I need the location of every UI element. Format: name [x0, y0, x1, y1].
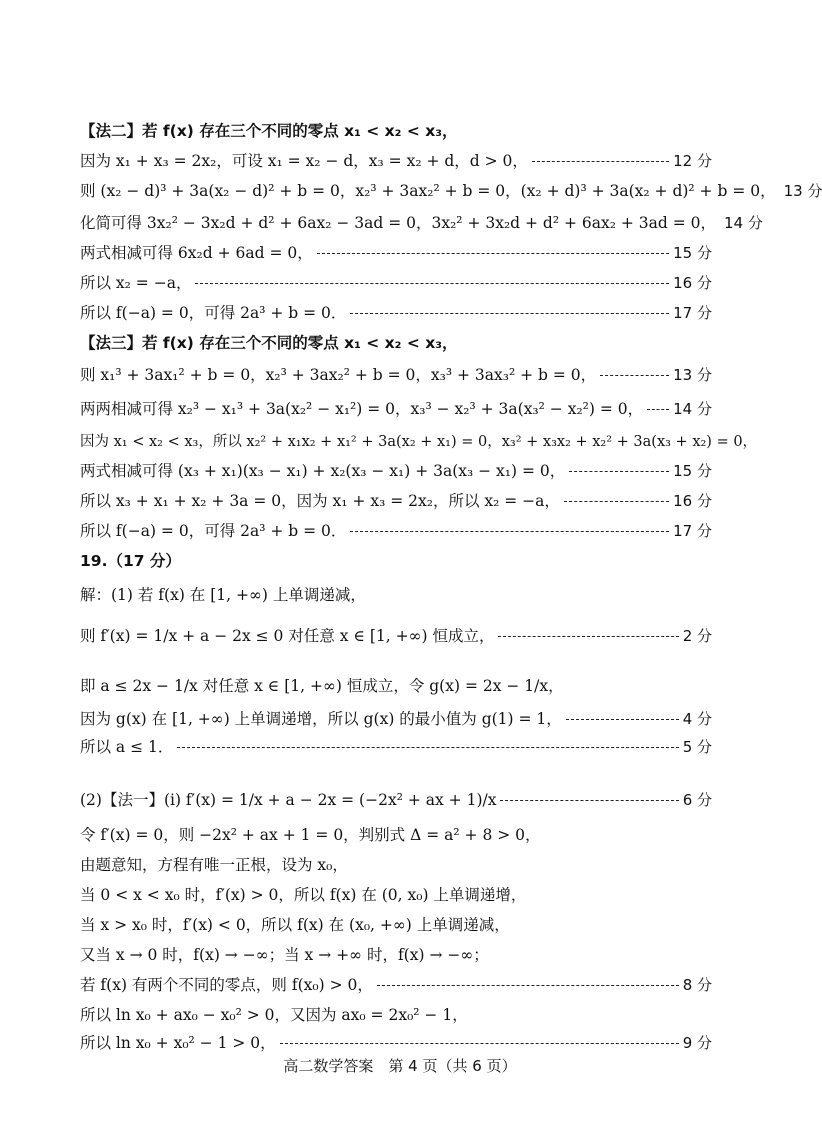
solution-line — [80, 516, 712, 544]
line-text: 所以 ln x₀ + ax₀ − x₀² > 0，又因为 ax₀ = 2x₀² − 1， — [80, 1006, 468, 1024]
line-text: 则 x₁³ + 3ax₁² + b = 0，x₂³ + 3ax₂² + b = 0，x₃³ + 3ax₃² + b = 0， — [80, 366, 597, 384]
line-text: 【法三】若 f(x) 存在三个不同的零点 x₁ < x₂ < x₃， — [80, 334, 458, 352]
leader-dashes — [500, 800, 678, 801]
solution-line — [80, 580, 712, 608]
leader-dashes — [177, 747, 678, 748]
score-mark: 2 分 — [682, 626, 712, 645]
line-text: 当 x > x₀ 时，f′(x) < 0，所以 f(x) 在 (x₀, +∞) 上单调递减， — [80, 916, 510, 934]
solution-line — [80, 486, 712, 514]
solution-line — [80, 176, 822, 204]
solution-line — [80, 146, 712, 174]
score-mark: 17 分 — [673, 303, 712, 322]
solution-line — [80, 426, 758, 454]
solution-line — [80, 940, 712, 968]
line-text: 因为 x₁ + x₃ = 2x₂，可设 x₁ = x₂ − d，x₃ = x₂ + d，d > 0， — [80, 152, 528, 170]
leader-dashes — [566, 719, 679, 720]
line-text: 化简可得 3x₂² − 3x₂d + d² + 6ax₂ − 3ad = 0，3x₂² + 3x₂d + d² + 6ax₂ + 3ad = 0， — [80, 214, 717, 232]
line-text: 当 0 < x < x₀ 时，f′(x) > 0，所以 f(x) 在 (0, x₀) 上单调递增， — [80, 886, 527, 904]
score-mark: 13 分 — [783, 181, 822, 200]
solution-line — [80, 732, 712, 760]
line-text: 所以 a ≤ 1． — [80, 738, 174, 756]
solution-line — [80, 776, 712, 822]
score-mark: 14 分 — [724, 213, 763, 232]
solution-line — [80, 116, 712, 144]
leader-dashes — [195, 283, 669, 284]
line-text: 即 a ≤ 2x − 1/x 对任意 x ∈ [1, +∞) 恒成立，令 g(x) = 2x − 1/x， — [80, 677, 564, 695]
score-mark: 15 分 — [673, 243, 712, 262]
leader-dashes — [564, 501, 669, 502]
solution-line — [80, 970, 712, 998]
line-text: 【法二】若 f(x) 存在三个不同的零点 x₁ < x₂ < x₃， — [80, 122, 458, 140]
leader-dashes — [280, 1043, 679, 1044]
solution-line — [80, 910, 712, 938]
line-text: 19.（17 分） — [80, 552, 181, 570]
line-text: 所以 x₂ = −a， — [80, 274, 192, 292]
line-text: 令 f′(x) = 0，则 −2x² + ax + 1 = 0，判别式 Δ = a² + 8 > 0， — [80, 826, 541, 844]
leader-dashes — [600, 375, 669, 376]
line-text: 两式相减可得 (x₃ + x₁)(x₃ − x₁) + x₂(x₃ − x₁) + 3a(x₃ − x₁) = 0， — [80, 462, 566, 480]
question-heading — [80, 546, 712, 574]
solution-line — [80, 662, 712, 708]
solution-line — [80, 704, 712, 732]
solution-line — [80, 268, 712, 296]
solution-line — [80, 394, 712, 422]
score-mark: 4 分 — [682, 709, 712, 728]
score-mark: 8 分 — [682, 975, 712, 994]
solution-line — [80, 238, 712, 266]
score-mark: 6 分 — [682, 790, 712, 809]
line-text: 所以 ln x₀ + x₀² − 1 > 0， — [80, 1034, 276, 1052]
line-text: 因为 x₁ < x₂ < x₃，所以 x₂² + x₁x₂ + x₁² + 3a(x₂ + x₁) = 0，x₃² + x₃x₂ + x₂² + 3a(x₃ + x₂) = 0， — [80, 433, 758, 450]
leader-dashes — [317, 253, 669, 254]
page-footer: 高二数学答案 第 4 页（共 6 页） — [283, 1057, 517, 1075]
leader-dashes — [350, 313, 669, 314]
line-text: 则 (x₂ − d)³ + 3a(x₂ − d)² + b = 0，x₂³ + 3ax₂² + b = 0，(x₂ + d)³ + 3a(x₂ + d)² + b = 0， — [80, 182, 776, 200]
solution-line — [80, 1028, 712, 1056]
score-mark: 16 分 — [673, 491, 712, 510]
solution-line — [80, 360, 712, 388]
line-text: 两式相减可得 6x₂d + 6ad = 0， — [80, 244, 313, 262]
line-text: 所以 f(−a) = 0，可得 2a³ + b = 0． — [80, 522, 347, 540]
line-text: 解：(1) 若 f(x) 在 [1, +∞) 上单调递减， — [80, 586, 366, 604]
line-text: 由题意知，方程有唯一正根，设为 x₀， — [80, 856, 348, 874]
solution-line — [80, 850, 712, 878]
solution-line — [80, 880, 712, 908]
score-mark: 16 分 — [673, 273, 712, 292]
line-text: 所以 x₃ + x₁ + x₂ + 3a = 0，因为 x₁ + x₃ = 2x₂，所以 x₂ = −a， — [80, 492, 560, 510]
score-mark: 5 分 — [682, 737, 712, 756]
line-text: 又当 x → 0 时，f(x) → −∞；当 x → +∞ 时，f(x) → −∞； — [80, 946, 489, 964]
score-mark: 13 分 — [673, 365, 712, 384]
solution-line — [80, 328, 712, 356]
score-mark: 12 分 — [673, 151, 712, 170]
solution-line — [80, 298, 712, 326]
leader-dashes — [532, 161, 669, 162]
line-text: (2)【法一】(i) f′(x) = 1/x + a − 2x = (−2x² + ax + 1)/x — [80, 791, 497, 809]
leader-dashes — [647, 409, 669, 410]
score-mark: 17 分 — [673, 521, 712, 540]
line-text: 因为 g(x) 在 [1, +∞) 上单调递增，所以 g(x) 的最小值为 g(1) = 1， — [80, 710, 562, 728]
solution-line — [80, 820, 712, 848]
line-text: 若 f(x) 有两个不同的零点，则 f(x₀) > 0， — [80, 976, 373, 994]
solution-line — [80, 1000, 712, 1028]
leader-dashes — [498, 636, 678, 637]
line-text: 两两相减可得 x₂³ − x₁³ + 3a(x₂² − x₁²) = 0，x₃³ − x₂³ + 3a(x₃² − x₂²) = 0， — [80, 400, 644, 418]
score-mark: 14 分 — [673, 399, 712, 418]
leader-dashes — [350, 531, 669, 532]
solution-line — [80, 456, 712, 484]
leader-dashes — [569, 471, 669, 472]
line-text: 则 f′(x) = 1/x + a − 2x ≤ 0 对任意 x ∈ [1, +∞) 恒成立， — [80, 627, 495, 645]
score-mark: 9 分 — [682, 1033, 712, 1052]
solution-line — [80, 208, 763, 236]
solution-line — [80, 612, 712, 658]
leader-dashes — [377, 985, 679, 986]
line-text: 所以 f(−a) = 0，可得 2a³ + b = 0． — [80, 304, 347, 322]
score-mark: 15 分 — [673, 461, 712, 480]
